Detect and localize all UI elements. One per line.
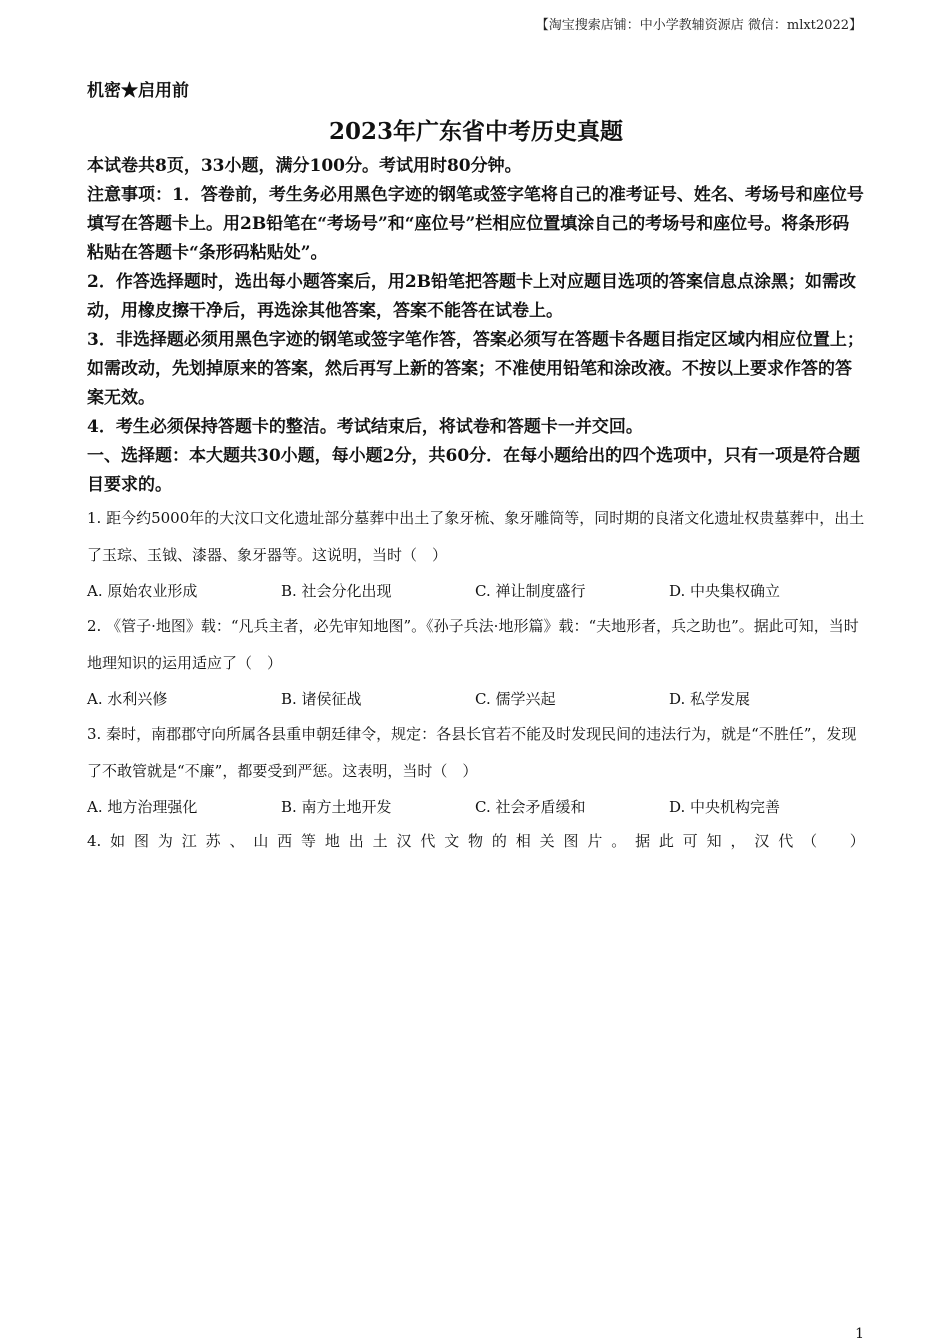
question-1-stem: 1. 距今约5000年的大汶口文化遗址部分墓葬中出土了象牙梳、象牙雕筒等，同时期的良渚文化遗址权贵墓葬中，出土了玉琮、玉钺、漆器、象牙器等。这说明，当时（ ） [87, 509, 865, 564]
question-4-char: 可 [682, 832, 698, 850]
question-4-char: 4. [87, 832, 102, 850]
option-b: B. 社会分化出现 [281, 582, 392, 600]
question-4-char: 关 [539, 832, 555, 850]
option-c: C. 社会矛盾缓和 [475, 798, 586, 816]
question-4-char: 片 [587, 832, 603, 850]
option-d: D. 中央机构完善 [669, 798, 781, 816]
question-1-options [87, 574, 865, 608]
question-4-char: 代 [778, 832, 794, 850]
question-4-char: 图 [563, 832, 579, 850]
option-a: A. 水利兴修 [87, 690, 168, 708]
question-4-char: 的 [491, 832, 507, 850]
question-2-stem: 2. 《管子·地图》载：“凡兵主者，必先审知地图”。《孙子兵法·地形篇》载：“夫地形者，兵之助也”。据此可知，当时地理知识的运用适应了（ ） [87, 617, 859, 672]
option-c: C. 禅让制度盛行 [475, 582, 586, 600]
question-4-char: 江 [181, 832, 197, 850]
question-4-char: 据 [635, 832, 651, 850]
question-4-char: 汉 [754, 832, 770, 850]
note-1: 注意事项：1．答卷前，考生务必用黑色字迹的钢笔或签字笔将自己的准考证号、姓名、考场号和座位号填写在答题卡上。用2B铅笔在“考场号”和“座位号”栏相应位置填涂自己的考场号和座位号。将条形码粘贴在答题卡“条形码粘贴处”。 [87, 185, 864, 263]
page-title: 2023年广东省中考历史真题 [328, 118, 623, 145]
question-4-stem [87, 824, 865, 858]
question-4-char: 图 [134, 832, 150, 850]
question-4-char: 。 [611, 832, 627, 850]
option-a: A. 地方治理强化 [87, 798, 198, 816]
option-b: B. 诸侯征战 [281, 690, 362, 708]
option-a: A. 原始农业形成 [87, 582, 198, 600]
question-4-char: ） [849, 832, 865, 850]
question-4-char: 代 [420, 832, 436, 850]
question-3-options [87, 790, 865, 824]
question-4-char: 、 [229, 832, 245, 850]
question-4-char: 山 [253, 832, 269, 850]
question-4-char: 相 [515, 832, 531, 850]
question-4-char: 西 [277, 832, 293, 850]
question-2-options [87, 682, 865, 716]
question-4-char: 土 [372, 832, 388, 850]
note-4: 4．考生必须保持答题卡的整洁。考试结束后，将试卷和答题卡一并交回。 [87, 417, 643, 437]
question-4-char [826, 824, 841, 858]
question-4-char: 文 [444, 832, 460, 850]
exam-intro: 本试卷共8页，33小题，满分100分。考试用时80分钟。 [87, 156, 522, 176]
question-4-char: 汉 [396, 832, 412, 850]
question-4-char: 此 [658, 832, 674, 850]
question-3-stem: 3. 秦时，南郡郡守向所属各县重申朝廷律令，规定：各县长官若不能及时发现民间的违法行为，就是“不胜任”，发现了不敢管就是“不廉”，都要受到严惩。这表明，当时（ ） [87, 725, 857, 780]
question-4-char: 为 [157, 832, 173, 850]
question-4-char: 出 [348, 832, 364, 850]
option-d: D. 中央集权确立 [669, 582, 781, 600]
note-3: 3．非选择题必须用黑色字迹的钢笔或签字笔作答，答案必须写在答题卡各题目指定区域内相应位置上；如需改动，先划掉原来的答案，然后再写上新的答案；不准使用铅笔和涂改液。不按以上要求作答的答案无效。 [87, 330, 864, 408]
option-c: C. 儒学兴起 [475, 690, 556, 708]
question-4-char: 苏 [205, 832, 221, 850]
question-4-char: 物 [468, 832, 484, 850]
page-number: 1 [855, 1326, 864, 1342]
question-4-char: 知 [706, 832, 722, 850]
note-2: 2．作答选择题时，选出每小题答案后，用2B铅笔把答题卡上对应题目选项的答案信息点涂黑；如需改动，用橡皮擦干净后，再选涂其他答案，答案不能答在试卷上。 [87, 272, 857, 321]
option-d: D. 私学发展 [669, 690, 751, 708]
exam-page [87, 72, 865, 858]
question-4-char: （ [802, 832, 818, 850]
section-heading: 一、选择题：本大题共30小题，每小题2分，共60分．在每小题给出的四个选项中，只有一项是符合题目要求的。 [87, 446, 861, 495]
secret-label: 机密★启用前 [87, 81, 189, 101]
header-note: 【淘宝搜索店铺：中小学教辅资源店 微信：mlxt2022】 [535, 18, 862, 33]
question-4-char: 地 [324, 832, 340, 850]
question-4-char: 等 [301, 832, 317, 850]
question-4-char: 如 [110, 832, 126, 850]
question-4-char: ， [730, 832, 746, 850]
option-b: B. 南方土地开发 [281, 798, 392, 816]
